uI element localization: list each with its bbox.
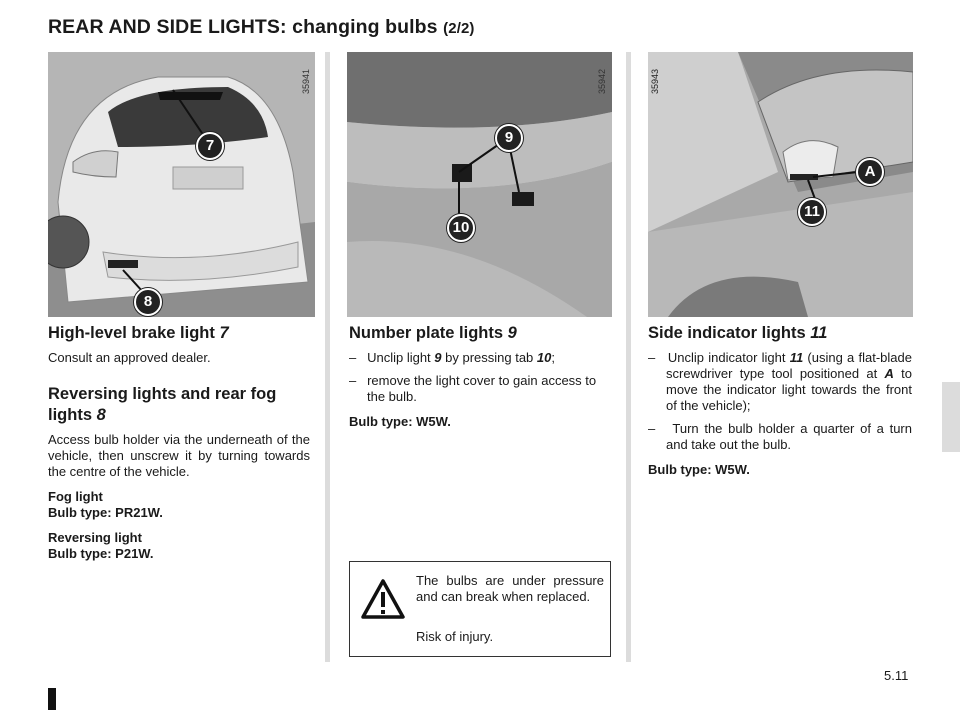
bullet-item: – Unclip indicator light 11 (using a flat-blade screwdriver type tool positioned at A to move the indicator light towards the front of the vehicle); [648,350,912,413]
left-column [48,323,310,562]
page-title-main: REAR AND SIDE LIGHTS: changing bulbs [48,16,438,38]
callout-10: 10 [447,214,475,242]
bullet-text: ; [551,350,555,365]
callout-a: A [856,158,884,186]
bullet-text: Unclip indicator light [667,350,790,365]
bullet-text: to move the indicator light towards the front of the vehicle); [666,366,912,413]
page-title [48,16,475,39]
section-title-side-indicator [648,323,912,344]
section-title-text: Number plate lights [349,324,504,342]
section-title-brake-light [48,323,310,344]
bullet-text: remove the light cover to gain access to the bulb. [367,373,597,404]
callout-8: 8 [134,288,162,316]
column-divider-1 [325,52,330,662]
section-title-num: 11 [810,324,828,342]
warning-box [349,561,611,657]
section-title-text: High-level brake light [48,324,215,342]
bulb-type: Bulb type: W5W. [349,414,451,429]
bullet-item: – Turn the bulb holder a quarter of a turn and take out the bulb. [648,421,912,452]
reversing-lights-text: Access bulb holder via the underneath of the vehicle, then unscrew it by turning towards the centre of the vehicle. [48,432,310,479]
page-title-suffix: (2/2) [443,20,475,37]
bullet-text: by pressing tab [441,350,537,365]
middle-column [349,323,613,430]
bullet-ref: 11 [789,350,804,365]
callout-7: 7 [196,132,224,160]
bullet-ref: A [884,366,894,381]
side-indicator-bulb [648,462,912,478]
section-title-num: 8 [96,406,106,424]
section-title-text: Reversing lights and rear fog lights [48,385,277,424]
callout-9: 9 [495,124,523,152]
fog-light-bulb: Bulb type: PR21W. [48,505,163,520]
bullet-text: Turn the bulb holder a quarter of a turn and take out the bulb. [666,421,912,452]
side-indicator-photo [648,52,913,317]
section-title-reversing-lights [48,384,310,426]
brake-light-text: Consult an approved dealer. [48,350,211,365]
fog-light-block [48,489,310,521]
section-title-num: 9 [507,324,517,342]
number-plate-bulb [349,414,613,430]
number-plate-illustration [347,52,612,317]
bullet-item: – Unclip light 9 by pressing tab 10; [349,350,555,365]
section-title-text: Side indicator lights [648,324,806,342]
callout-11: 11 [798,198,826,226]
page-marker [48,688,56,710]
number-plate-photo [347,52,612,317]
bullet-text: Unclip light [367,350,435,365]
photo-code: 35942 [597,68,607,94]
bullet-text: (using a flat-blade screwdriver type tool positioned at [666,350,912,381]
warning-text: The bulbs are under pressure and can break when replaced. [416,573,604,604]
bullet-ref: 10 [536,350,552,365]
warning-triangle-icon [360,578,406,620]
section-title-num: 7 [219,324,229,342]
reversing-light-bulb: Bulb type: P21W. [48,546,154,561]
reversing-light-block [48,530,310,562]
bullet-ref: 9 [434,350,442,365]
section-title-number-plate [349,323,613,344]
photo-code: 35943 [650,68,660,94]
warning-risk: Risk of injury. [416,629,494,644]
column-divider-2 [626,52,631,662]
page-number: 5.11 [884,668,909,683]
chapter-edge-tab [942,382,960,452]
rear-car-photo [48,52,315,317]
right-column [648,323,912,478]
reversing-light-label: Reversing light [48,530,142,545]
photo-code: 35941 [301,68,311,94]
fog-light-label: Fog light [48,489,103,504]
rear-car-illustration [48,52,315,317]
bulb-type: Bulb type: W5W. [648,462,750,477]
bullet-item: – remove the light cover to gain access to the bulb. [349,373,597,404]
